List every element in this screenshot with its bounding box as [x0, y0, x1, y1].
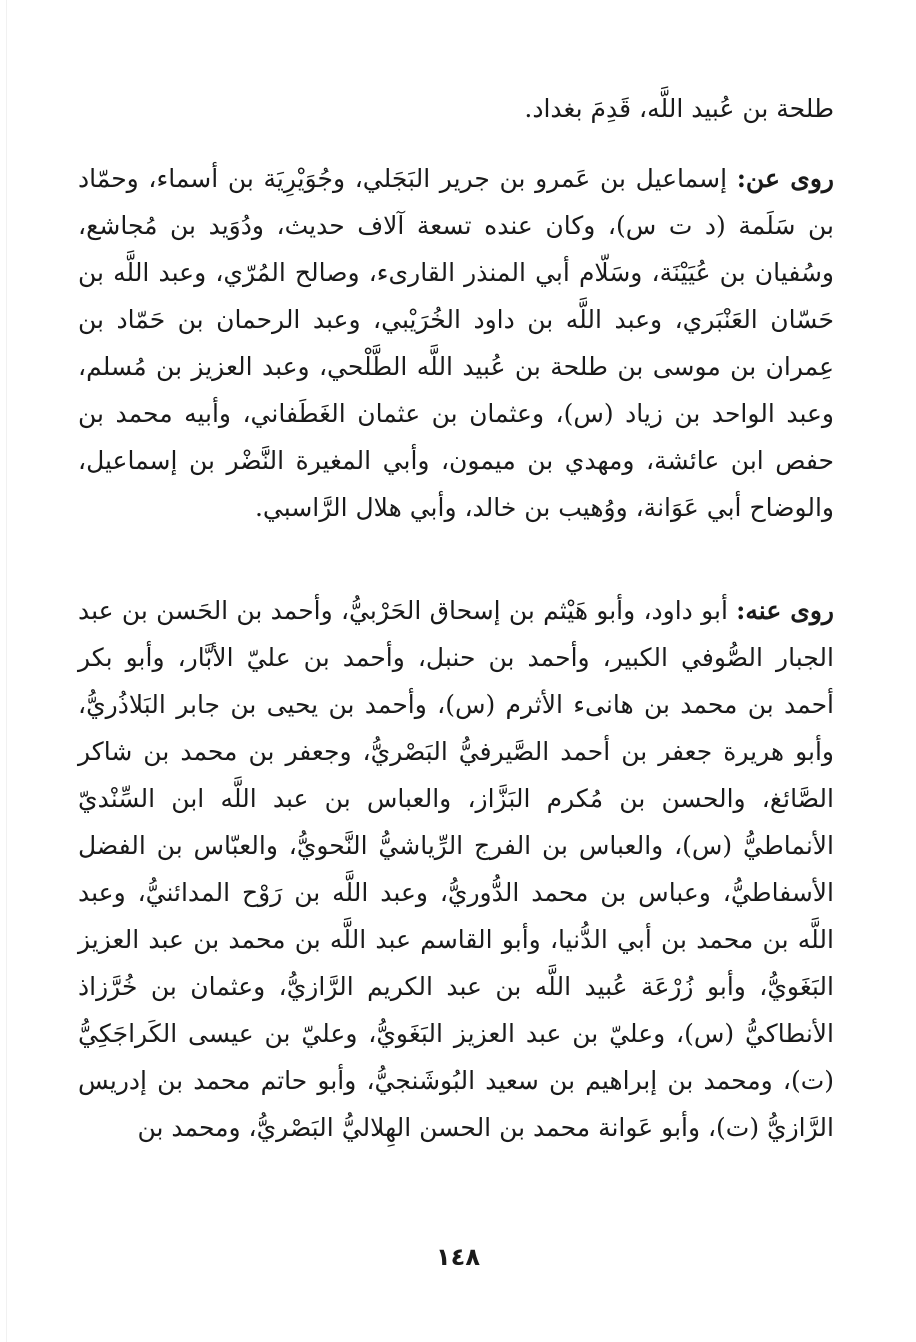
narrated-from-label: روى عن:: [736, 164, 834, 193]
narrated-from-text: إسماعيل بن عَمرو بن جرير البَجَلي، وجُوَيْرِيَة بن أسماء، وحمّاد بن سَلَمة (د ت س)، وكان عنده تسعة آلاف حديث، ودُوَيد بن مُجاشع، وسُفيان بن عُيَيْنَة، وسَلّام أبي المنذر القارىء، وصالح المُرّي، وعبد اللَّه بن حَسّان العَنْبَري، وعبد اللَّه بن داود الخُرَيْبي، وعبد الرحمان بن حَمّاد بن عِمران بن موسى بن طلحة بن عُبيد اللَّه الطَّلْحي، وعبد العزيز بن مُسلم، وعبد الواحد بن زياد (س)، وعثمان بن عثمان الغَطَفاني، وأبيه محمد بن حفص ابن عائشة، ومهدي بن ميمون، وأبي المغيرة النَّضْر بن إسماعيل، والوضاح أبي عَوَانة، ووُهيب بن خالد، وأبي هلال الرَّاسبي.: [78, 164, 834, 522]
narrated-by-text: أبو داود، وأبو هَيْثم بن إسحاق الحَرْبيُّ، وأحمد بن الحَسن بن عبد الجبار الصُّوفي الكبير، وأحمد بن حنبل، وأحمد بن عليّ الأبَّار، وأبو بكر أحمد بن محمد بن هانىء الأثرم (س)، وأحمد بن يحيى بن جابر البَلاذُريُّ، وأبو هريرة جعفر بن أحمد الصَّيرفيُّ البَصْريُّ، وجعفر بن محمد بن شاكر الصَّائغ، والحسن بن مُكرم البَزَّاز، والعباس بن عبد اللَّه ابن السِّنْديّ الأنماطيُّ (س)، والعباس بن الفرج الرِّياشيُّ النَّحويُّ، والعبّاس بن الفضل الأسفاطيُّ، وعباس بن محمد الدُّوريُّ، وعبد اللَّه بن رَوْح المدائنيُّ، وعبد اللَّه بن محمد بن أبي الدُّنيا، وأبو القاسم عبد اللَّه بن محمد بن عبد العزيز البَغَويُّ، وأبو زُرْعَة عُبيد اللَّه بن عبد الكريم الرَّازيُّ، وعثمان بن خُرَّزاذ الأنطاكيُّ (س)، وعليّ بن عبد العزيز البَغَويُّ، وعليّ بن عيسى الكَراجَكِيُّ (ت)، ومحمد بن إبراهيم بن سعيد البُوشَنجيُّ، وأبو حاتم محمد بن إدريس الرَّازيُّ (ت)، وأبو عَوانة محمد بن الحسن الهِلاليُّ البَصْريُّ، ومحمد بن: [78, 596, 834, 1142]
narrated-by-label: روى عنه:: [736, 596, 834, 625]
narrated-by-paragraph: [78, 587, 834, 1151]
scan-edge-line: [6, 0, 7, 1342]
page-number: ١٤٨: [436, 1243, 480, 1271]
opening-line: طلحة بن عُبيد اللَّه، قَدِمَ بغداد.: [524, 94, 834, 123]
narrated-from-paragraph: [78, 155, 834, 531]
